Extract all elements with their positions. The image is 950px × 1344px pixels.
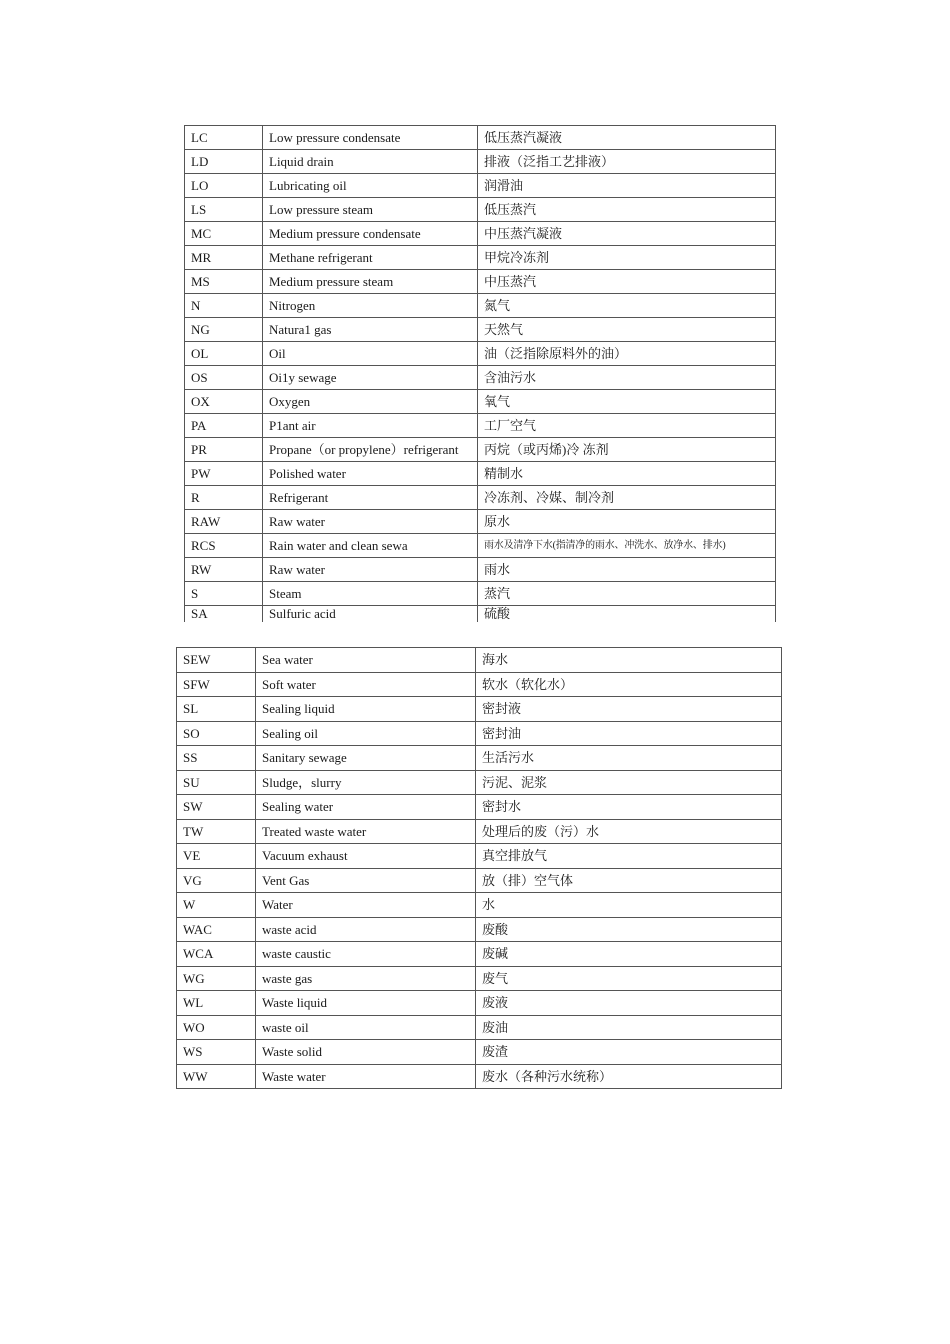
table-row: [185, 126, 776, 150]
english-term-cell: Raw water: [263, 510, 478, 534]
code-cell: MR: [185, 246, 263, 270]
english-term-cell: Rain water and clean sewa: [263, 534, 478, 558]
table-row: [177, 721, 782, 746]
table-row: [185, 582, 776, 606]
table-row: [185, 294, 776, 318]
table-row: [177, 746, 782, 771]
code-cell: WG: [177, 966, 256, 991]
english-term-cell: Natura1 gas: [263, 318, 478, 342]
code-cell: WAC: [177, 917, 256, 942]
chinese-term-cell: 废水（各种污水统称）: [476, 1064, 782, 1089]
english-term-cell: Medium pressure condensate: [263, 222, 478, 246]
chinese-term-cell: 含油污水: [478, 366, 776, 390]
english-term-cell: Methane refrigerant: [263, 246, 478, 270]
english-term-cell: Water: [256, 893, 476, 918]
table-row: [177, 868, 782, 893]
table-row: [177, 697, 782, 722]
table-row: [185, 414, 776, 438]
code-cell: W: [177, 893, 256, 918]
chinese-term-cell: 原水: [478, 510, 776, 534]
english-term-cell: Oil: [263, 342, 478, 366]
table-row: [185, 246, 776, 270]
english-term-cell: Lubricating oil: [263, 174, 478, 198]
abbreviation-table-1: [184, 125, 776, 622]
code-cell: MC: [185, 222, 263, 246]
abbreviation-table-2: [176, 647, 782, 1089]
table-row: [185, 606, 776, 623]
chinese-term-cell: 雨水: [478, 558, 776, 582]
english-term-cell: waste gas: [256, 966, 476, 991]
code-cell: MS: [185, 270, 263, 294]
english-term-cell: Sludge，slurry: [256, 770, 476, 795]
chinese-term-cell: 天然气: [478, 318, 776, 342]
chinese-term-cell: 密封油: [476, 721, 782, 746]
english-term-cell: Low pressure steam: [263, 198, 478, 222]
code-cell: SEW: [177, 648, 256, 673]
code-cell: SU: [177, 770, 256, 795]
chinese-term-cell: 精制水: [478, 462, 776, 486]
english-term-cell: waste caustic: [256, 942, 476, 967]
table-row: [185, 150, 776, 174]
code-cell: VG: [177, 868, 256, 893]
english-term-cell: Oi1y sewage: [263, 366, 478, 390]
code-cell: RW: [185, 558, 263, 582]
code-cell: N: [185, 294, 263, 318]
code-cell: RAW: [185, 510, 263, 534]
english-term-cell: Polished water: [263, 462, 478, 486]
chinese-term-cell: 废渣: [476, 1040, 782, 1065]
chinese-term-cell: 废酸: [476, 917, 782, 942]
english-term-cell: Low pressure condensate: [263, 126, 478, 150]
table-row: [185, 486, 776, 510]
code-cell: SW: [177, 795, 256, 820]
table-row: [185, 342, 776, 366]
code-cell: NG: [185, 318, 263, 342]
chinese-term-cell: 密封水: [476, 795, 782, 820]
chinese-term-cell: 润滑油: [478, 174, 776, 198]
chinese-term-cell: 海水: [476, 648, 782, 673]
code-cell: TW: [177, 819, 256, 844]
english-term-cell: Waste solid: [256, 1040, 476, 1065]
code-cell: LO: [185, 174, 263, 198]
chinese-term-cell: 废油: [476, 1015, 782, 1040]
english-term-cell: Steam: [263, 582, 478, 606]
code-cell: WS: [177, 1040, 256, 1065]
chinese-term-cell: 生活污水: [476, 746, 782, 771]
english-term-cell: Sanitary sewage: [256, 746, 476, 771]
english-term-cell: P1ant air: [263, 414, 478, 438]
code-cell: PR: [185, 438, 263, 462]
chinese-term-cell: 中压蒸汽: [478, 270, 776, 294]
table-row: [177, 893, 782, 918]
code-cell: WL: [177, 991, 256, 1016]
code-cell: RCS: [185, 534, 263, 558]
chinese-term-cell: 油（泛指除原料外的油）: [478, 342, 776, 366]
english-term-cell: Liquid drain: [263, 150, 478, 174]
table-row: [177, 648, 782, 673]
table-row: [177, 672, 782, 697]
chinese-term-cell: 水: [476, 893, 782, 918]
code-cell: OX: [185, 390, 263, 414]
table-row: [185, 222, 776, 246]
table-row: [177, 917, 782, 942]
table-row: [177, 844, 782, 869]
english-term-cell: Soft water: [256, 672, 476, 697]
abbreviation-table-2-body: [177, 648, 782, 1089]
chinese-term-cell: 处理后的废（污）水: [476, 819, 782, 844]
code-cell: LS: [185, 198, 263, 222]
code-cell: R: [185, 486, 263, 510]
english-term-cell: waste acid: [256, 917, 476, 942]
table-row: [177, 1040, 782, 1065]
english-term-cell: Sulfuric acid: [263, 606, 478, 623]
code-cell: LC: [185, 126, 263, 150]
code-cell: SS: [177, 746, 256, 771]
chinese-term-cell: 软水（软化水）: [476, 672, 782, 697]
table-row: [177, 1015, 782, 1040]
table-row: [177, 819, 782, 844]
table-row: [185, 390, 776, 414]
code-cell: WCA: [177, 942, 256, 967]
code-cell: OL: [185, 342, 263, 366]
code-cell: PA: [185, 414, 263, 438]
code-cell: OS: [185, 366, 263, 390]
chinese-term-cell: 工厂空气: [478, 414, 776, 438]
english-term-cell: waste oil: [256, 1015, 476, 1040]
table-row: [185, 366, 776, 390]
table-row: [185, 438, 776, 462]
english-term-cell: Sea water: [256, 648, 476, 673]
english-term-cell: Raw water: [263, 558, 478, 582]
chinese-term-cell: 排液（泛指工艺排液）: [478, 150, 776, 174]
code-cell: WW: [177, 1064, 256, 1089]
code-cell: SA: [185, 606, 263, 623]
code-cell: S: [185, 582, 263, 606]
chinese-term-cell: 中压蒸汽凝液: [478, 222, 776, 246]
table-row: [177, 966, 782, 991]
table-row: [185, 270, 776, 294]
table-row: [177, 942, 782, 967]
code-cell: SO: [177, 721, 256, 746]
code-cell: LD: [185, 150, 263, 174]
english-term-cell: Refrigerant: [263, 486, 478, 510]
english-term-cell: Sealing oil: [256, 721, 476, 746]
table-row: [185, 318, 776, 342]
code-cell: WO: [177, 1015, 256, 1040]
english-term-cell: Sealing liquid: [256, 697, 476, 722]
table-row: [177, 991, 782, 1016]
table-row: [185, 510, 776, 534]
abbreviation-table-1-body: [185, 126, 776, 623]
chinese-term-cell: 废碱: [476, 942, 782, 967]
chinese-term-cell: 低压蒸汽凝液: [478, 126, 776, 150]
chinese-term-cell: 污泥、泥浆: [476, 770, 782, 795]
english-term-cell: Waste water: [256, 1064, 476, 1089]
chinese-term-cell: 密封液: [476, 697, 782, 722]
chinese-term-cell: 低压蒸汽: [478, 198, 776, 222]
chinese-term-cell: 丙烷（或丙烯)冷 冻剂: [478, 438, 776, 462]
english-term-cell: Sealing water: [256, 795, 476, 820]
chinese-term-cell: 硫酸: [478, 606, 776, 623]
table-row: [185, 462, 776, 486]
english-term-cell: Propane（or propylene）refrigerant: [263, 438, 478, 462]
chinese-term-cell: 废液: [476, 991, 782, 1016]
chinese-term-cell: 放（排）空气体: [476, 868, 782, 893]
table-row: [177, 795, 782, 820]
english-term-cell: Vent Gas: [256, 868, 476, 893]
chinese-term-cell: 蒸汽: [478, 582, 776, 606]
chinese-term-cell: 冷冻剂、冷媒、制冷剂: [478, 486, 776, 510]
english-term-cell: Oxygen: [263, 390, 478, 414]
code-cell: PW: [185, 462, 263, 486]
english-term-cell: Waste liquid: [256, 991, 476, 1016]
table-row: [185, 174, 776, 198]
code-cell: VE: [177, 844, 256, 869]
english-term-cell: Nitrogen: [263, 294, 478, 318]
table-row: [177, 1064, 782, 1089]
table-row: [177, 770, 782, 795]
english-term-cell: Vacuum exhaust: [256, 844, 476, 869]
english-term-cell: Treated waste water: [256, 819, 476, 844]
code-cell: SFW: [177, 672, 256, 697]
chinese-term-cell: 氧气: [478, 390, 776, 414]
table-row: [185, 198, 776, 222]
chinese-term-cell: 真空排放气: [476, 844, 782, 869]
chinese-term-cell: 雨水及清净下水(指清净的雨水、冲洗水、放净水、排水): [478, 534, 776, 558]
code-cell: SL: [177, 697, 256, 722]
table-row: [185, 558, 776, 582]
table-row: [185, 534, 776, 558]
chinese-term-cell: 氮气: [478, 294, 776, 318]
chinese-term-cell: 甲烷冷冻剂: [478, 246, 776, 270]
english-term-cell: Medium pressure steam: [263, 270, 478, 294]
chinese-term-cell: 废气: [476, 966, 782, 991]
